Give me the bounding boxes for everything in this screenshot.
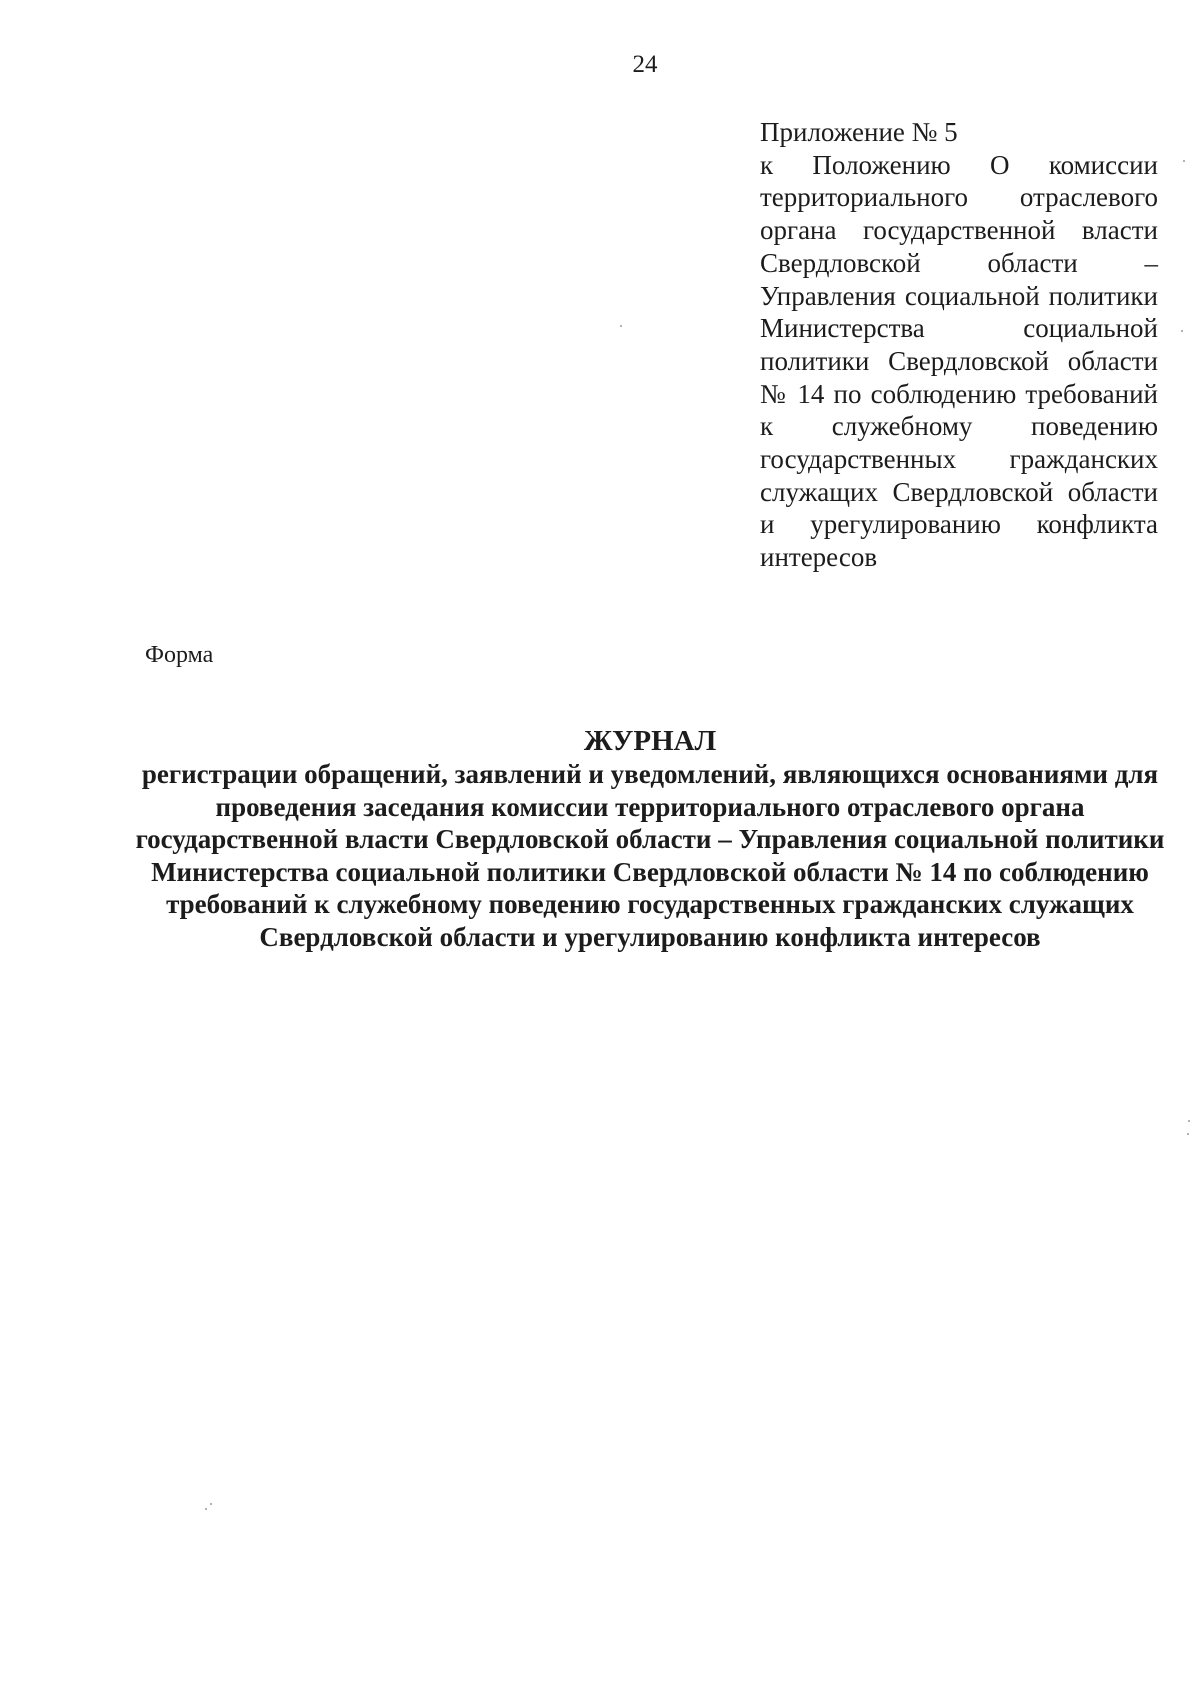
scan-speck: [1187, 1133, 1189, 1135]
journal-subtitle: регистрации обращений, заявлений и уведомлений, являющихся основаниями для проведения заседания комиссии территориального отраслевого органа государственной власти Свердловской области – Управления социальной политики Министерства социальной политики Свердловской области № 14 по соблюдению требований к служебному поведению государственных гражданских служащих Свердловской области и урегулированию конфликта интересов: [135, 759, 1165, 952]
scan-speck: [205, 1508, 207, 1510]
scan-speck: [1183, 160, 1185, 162]
page-number: 24: [632, 51, 658, 78]
journal-title: ЖУРНАЛ: [583, 725, 717, 757]
scan-speck: [620, 325, 622, 327]
appendix-body: к Положению О комиссии территориального отраслевого органа государственной власти Свердловской области – Управления социальной политики Министерства социальной политики Свердловской области № 14 по соблюдению требований к служебному поведению государственных гражданских служащих Свердловской области и урегулированию конфликта интересов: [760, 149, 1158, 573]
scan-speck: [1188, 1120, 1190, 1122]
appendix-title: Приложение № 5: [760, 117, 958, 147]
scan-speck: [1181, 330, 1183, 332]
form-label: Форма: [145, 642, 214, 668]
scan-speck: [210, 1503, 212, 1505]
appendix-block: [760, 116, 1158, 574]
